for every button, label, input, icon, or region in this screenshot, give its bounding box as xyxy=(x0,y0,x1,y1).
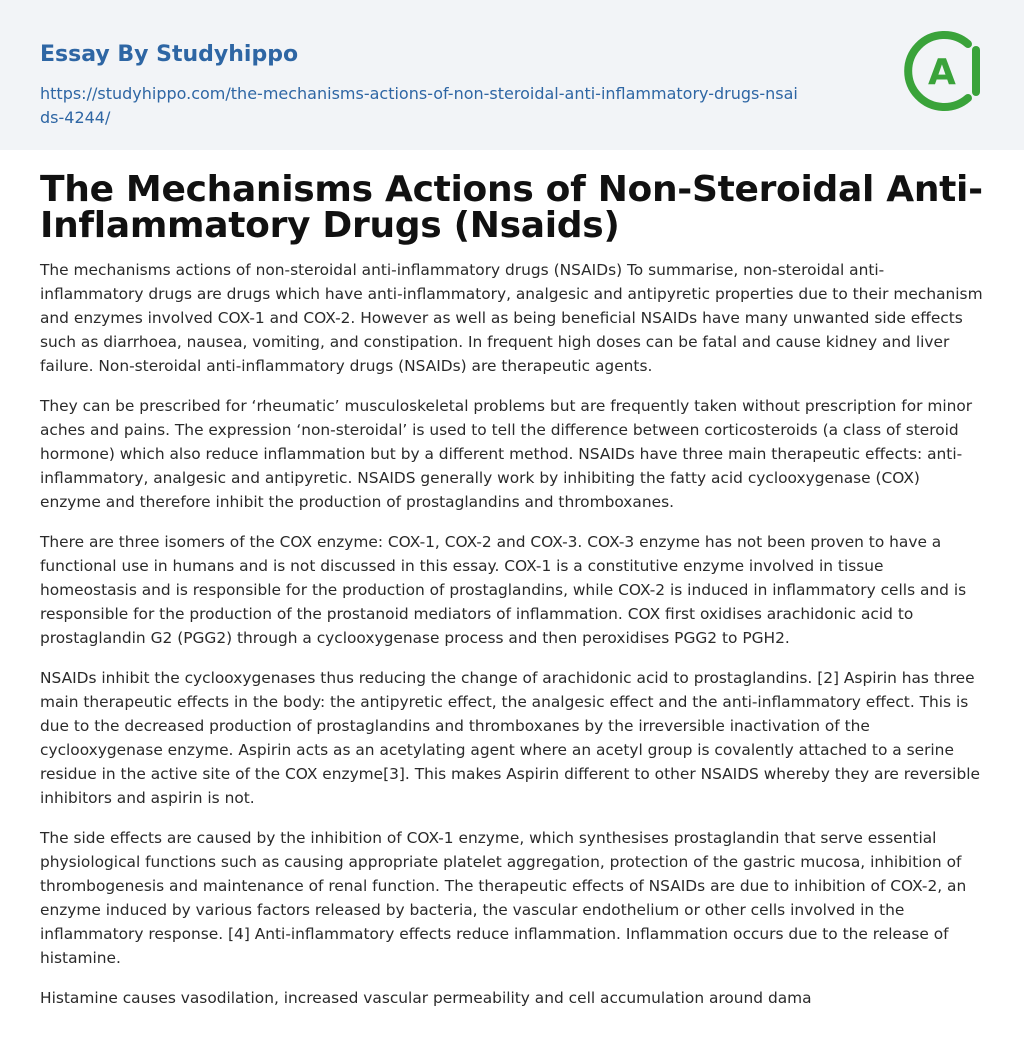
essay-paragraph-1: The mechanisms actions of non-steroidal anti-inflammatory drugs (NSAIDs) To summarise, non-steroidal anti-inflammatory drugs are drugs which have anti-inflammatory, analgesic and antipyretic properties due to their mechanism and enzymes involved COX-1 and COX-2. However as well as being beneficial NSAIDs have many unwanted side effects such as diarrhoea, nausea, vomiting, and constipation. In frequent high doses can be fatal and cause kidney and liver failure. Non-steroidal anti-inflammatory drugs (NSAIDs) are therapeutic agents. xyxy=(40,261,983,375)
essay-paragraph-3: There are three isomers of the COX enzyme: COX-1, COX-2 and COX-3. COX-3 enzyme has not been proven to have a functional use in humans and is not discussed in this essay. COX-1 is a constitutive enzyme involved in tissue homeostasis and is responsible for the production of prostaglandins, while COX-2 is induced in inflammatory cells and is responsible for the production of the prostanoid mediators of inflammation. COX first oxidises arachidonic acid to prostaglandin G2 (PGG2) through a cyclooxygenase process and then peroxidises PGG2 to PGH2. xyxy=(40,533,967,647)
essay-paragraph-5: The side effects are caused by the inhibition of COX-1 enzyme, which synthesises prostaglandin that serve essential physiological functions such as causing appropriate platelet aggregation, protection of the gastric mucosa, inhibition of thrombogenesis and maintenance of renal function. The therapeutic effects of NSAIDs are due to inhibition of COX-2, an enzyme induced by various factors released by bacteria, the vascular endothelium or other cells involved in the inflammatory response. [4] Anti-inflammatory effects reduce inflammation. Inflammation occurs due to the release of histamine. xyxy=(40,829,967,967)
source-url-link[interactable]: https://studyhippo.com/the-mechanisms-actions-of-non-steroidal-anti-inflammatory-drugs-nsaids-4244/ xyxy=(40,84,798,127)
studyhippo-logo-icon[interactable] xyxy=(900,28,986,114)
essay-content xyxy=(0,150,1024,1010)
brand-title[interactable]: Essay By Studyhippo xyxy=(40,42,299,67)
essay-paragraph-6: Histamine causes vasodilation, increased vascular permeability and cell accumulation around dama xyxy=(40,989,812,1007)
essay-title: The Mechanisms Actions of Non-Steroidal Anti-Inflammatory Drugs (Nsaids) xyxy=(40,169,983,246)
essay-paragraph-4: NSAIDs inhibit the cyclooxygenases thus reducing the change of arachidonic acid to prostaglandins. [2] Aspirin has three main therapeutic effects in the body: the antipyretic effect, the analgesic effect and the anti-inflammatory effect. This is due to the decreased production of prostaglandins and thromboxanes by the irreversible inactivation of the cyclooxygenase enzyme. Aspirin acts as an acetylating agent where an acetyl group is covalently attached to a serine residue in the active site of the COX enzyme[3]. This makes Aspirin different to other NSAIDS whereby they are reversible inhibitors and aspirin is not. xyxy=(40,669,980,807)
logo-letter: A xyxy=(928,52,956,93)
essay-paragraph-2: They can be prescribed for ‘rheumatic’ musculoskeletal problems but are frequently taken without prescription for minor aches and pains. The expression ‘non-steroidal’ is used to tell the difference between corticosteroids (a class of steroid hormone) which also reduce inflammation but by a different method. NSAIDs have three main therapeutic effects: anti-inflammatory, analgesic and antipyretic. NSAIDS generally work by inhibiting the fatty acid cyclooxygenase (COX) enzyme and therefore inhibit the production of prostaglandins and thromboxanes. xyxy=(40,397,973,511)
page-header xyxy=(0,0,1024,150)
